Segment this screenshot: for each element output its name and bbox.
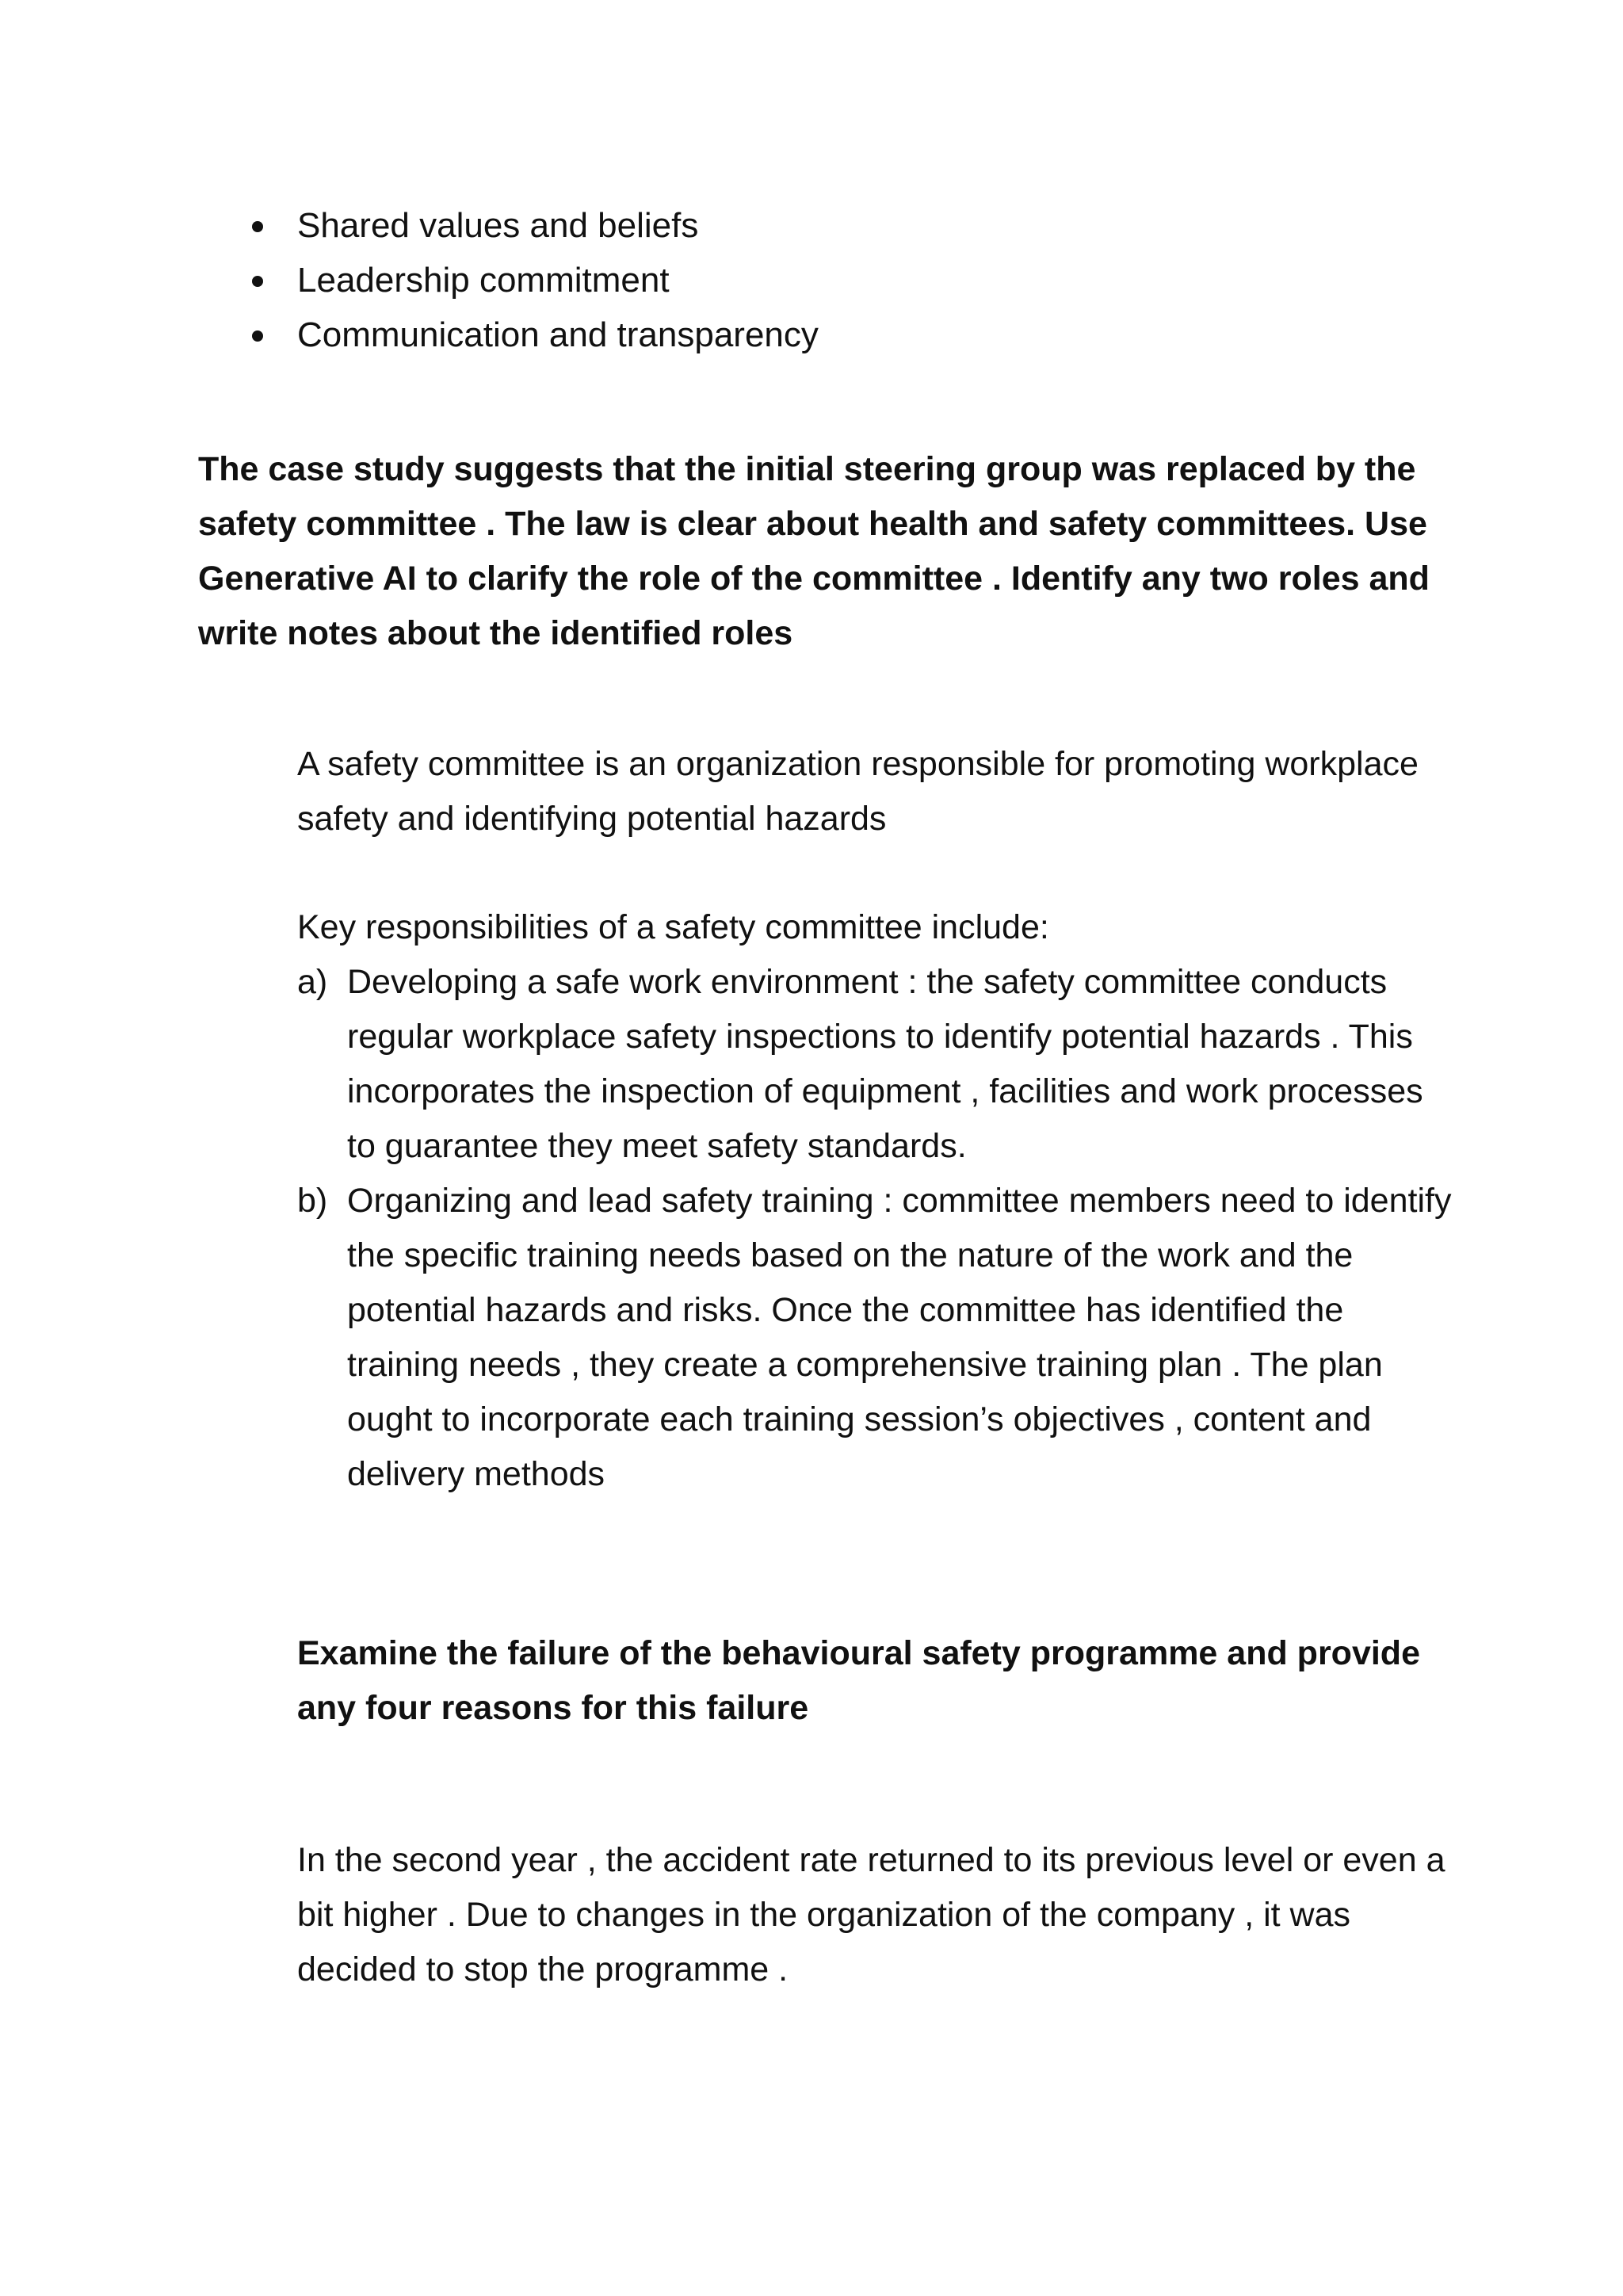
list-item [198,198,819,253]
bullet-text: Shared values and beliefs [297,206,699,245]
list-item [297,955,1454,1174]
definition-paragraph: A safety committee is an organization responsible for promoting workplace safety and identifying potential hazards [297,745,1419,838]
bullet-text: Leadership commitment [297,261,670,300]
responsibilities-list [297,955,1454,1502]
responsibility-text: Organizing and lead safety training : committee members need to identify the specific training needs based on the nature of the work and the potential hazards and risks. Once the committee has identified the training needs , they create a comprehensive training plan . The plan ought to incorporate each training session’s objectives , content and delivery methods [347,1182,1452,1493]
list-marker: a) [297,963,328,1001]
bullet-icon [252,221,263,232]
bullet-icon [252,276,263,287]
list-marker: b) [297,1182,328,1220]
list-item [198,308,819,362]
key-responsibilities-intro: Key responsibilities of a safety committee include: [297,908,1049,946]
responsibility-text: Developing a safe work environment : the safety committee conducts regular workplace safety inspections to identify potential hazards . This incorporates the inspection of equipment , facilities and work processes to guarantee they meet safety standards. [347,963,1423,1165]
list-item [198,253,819,308]
list-item [297,1174,1454,1502]
question-heading-2: Examine the failure of the behavioural safety programme and provide any four reasons for this failure [297,1634,1420,1727]
question-heading-1: The case study suggests that the initial steering group was replaced by the safety committee . The law is clear about health and safety committees. Use Generative AI to clarify the role of the committee . Identify any two roles and write notes about the identified roles [198,450,1430,652]
bullet-list [198,198,819,362]
bullet-icon [252,330,263,342]
conclusion-paragraph: In the second year , the accident rate returned to its previous level or even a bit higher . Due to changes in the organization of the company , it was decided to stop the programme . [297,1841,1445,1988]
bullet-text: Communication and transparency [297,315,819,354]
